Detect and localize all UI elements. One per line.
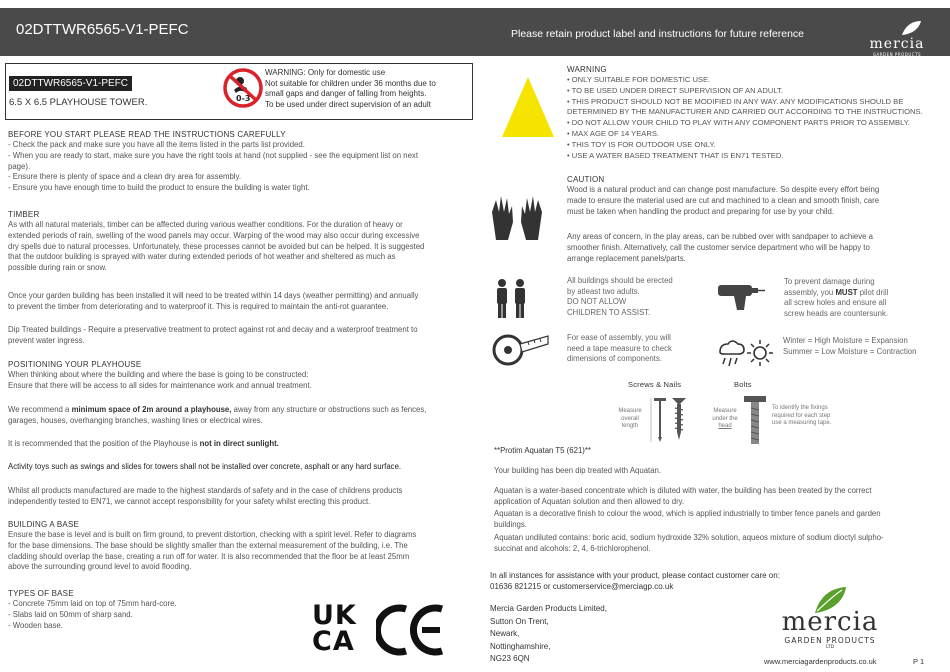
header-logo-sub: GARDEN PRODUCTS (872, 52, 922, 57)
gloves-icon (488, 192, 546, 244)
ukca-bottom: CA (312, 626, 355, 657)
adults-line: CHILDREN TO ASSIST. (567, 307, 651, 317)
aquatan-line: buildings. (494, 519, 527, 529)
tape-line: need a tape measure to check (567, 343, 672, 353)
base-text (8, 530, 476, 573)
tape-measure-icon (492, 332, 550, 368)
before-heading: BEFORE YOU START PLEASE READ THE INSTRUCTIONS CAREFULLY (8, 130, 286, 139)
caution-line: made to ensure the material used are cut and machined to a clean and smooth finish, care (567, 195, 880, 205)
measure-line: length (621, 423, 639, 429)
types-list (8, 599, 308, 631)
contact-line: In all instances for assistance with your product, please contact customer care on: (490, 571, 780, 580)
timber-text (8, 220, 476, 274)
rec-pre: We recommend a (8, 405, 72, 414)
adults-line: DO NOT ALLOW (567, 297, 627, 306)
identify-line: To identify the fixings (772, 405, 828, 411)
treatment-text (8, 291, 476, 313)
warning-item: • THIS TOY IS FOR OUTDOOR USE ONLY. (567, 139, 716, 149)
sunlight-note (8, 439, 476, 450)
sandpaper-line: Any areas of concern, in the play areas, can be rubbed over with sandpaper to achieve a (567, 232, 874, 241)
screw-and-nail-icon (650, 396, 694, 444)
footer-logo-word: mercia (781, 607, 879, 637)
space-recommendation (8, 405, 476, 427)
base-heading: BUILDING A BASE (8, 520, 80, 529)
dip-line: Dip Treated buildings - Require a preservative treatment to protect against rot and decay and a waterproof treatment to (8, 325, 418, 334)
drill-line: assembly, you (784, 287, 836, 297)
positioning-heading: POSITIONING YOUR PLAYHOUSE (8, 360, 142, 369)
address-block (490, 603, 607, 666)
leaf-icon (900, 20, 922, 36)
standards-line: Whilst all products manufactured are made to the highest standards of safety and in the case of childrens products (8, 486, 403, 495)
sandpaper-line: smoother finish. Alternatively, call the customer service department who will be happy to (567, 242, 870, 252)
age-sign-text: 0-3 (236, 94, 251, 103)
tape-line: For ease of assembly, you will (567, 333, 671, 342)
adults-line: All buildings should be erected (567, 276, 673, 285)
before-line: - Ensure you have enough time to build the product to ensure the building is water tight. (8, 183, 310, 193)
two-adults-icon (492, 278, 532, 320)
address-line: NG23 6QN (490, 654, 530, 663)
types-heading: TYPES OF BASE (8, 589, 74, 598)
warning-item: • THIS PRODUCT SHOULD NOT BE MODIFIED IN ANY WAY. ANY MODIFICATIONS SHOULD BE (567, 96, 904, 106)
warning-item: DETERMINED BY THE MANUFACTURER AND CARRIED OUT ACCORDING TO THE INSTRUCTIONS. (567, 107, 923, 117)
caution-line: must be taken when handling the product and preparing for use by your child. (567, 206, 834, 216)
header-logo-word: mercia (869, 36, 925, 52)
positioning-line: Ensure that there will be access to all sides for maintenance work and annual treatment. (8, 380, 312, 390)
bolt-icon (742, 394, 768, 446)
aquatan-p3 (494, 509, 934, 531)
aquatan-line: application of Aquatan solution and then allowed to dry. (494, 496, 685, 506)
drill-line: To prevent damage during (784, 277, 875, 286)
drill-must: MUST (835, 287, 858, 297)
website-link[interactable]: www.merciagardenproducts.co.uk (764, 657, 877, 666)
address-line: Sutton On Trent, (490, 616, 549, 626)
measure-line: Measure (713, 408, 737, 414)
timber-line: extended periods of rain, swelling of the wood panels may occur. Warping of the wood may also occur during excessive (8, 230, 420, 240)
standards-note (8, 486, 476, 508)
aquatan-p2 (494, 486, 934, 508)
weather-moisture-icon (716, 336, 774, 370)
ukca-top: UK (312, 600, 357, 631)
measure-under-head-label (708, 408, 742, 431)
aquatan-line: succinat and alcohols: 2, 4, 6-trichlorophenol. (494, 543, 651, 553)
product-code: 02DTTWR6565-V1-PEFC (9, 76, 132, 91)
aquatan-p4 (494, 533, 934, 555)
activity-note: Activity toys such as swings and slides for towers shall not be installed over concrete, asphalt or any hard surface. (8, 462, 402, 471)
measure-line: under the (712, 415, 738, 422)
moisture-line: Summer = Low Moisture = Contraction (783, 346, 917, 356)
bolts-title: Bolts (734, 380, 752, 389)
timber-line: possible during rain or snow. (8, 263, 107, 273)
before-line: - Ensure there is plenty of space and a clean dry area for assembly. (8, 172, 242, 182)
sun-pre: It is recommended that the position of the Playhouse is (8, 439, 200, 448)
contact-email: 01636 821215 or customerservice@merciagp.co.uk (490, 582, 674, 591)
drill-line: pilot drill (857, 287, 889, 297)
warning-list (567, 75, 937, 161)
identify-line: required for each step (772, 412, 831, 419)
footer-logo-ltd: LTD (825, 645, 835, 650)
tape-note (567, 333, 697, 365)
warning-triangle-icon (500, 73, 556, 141)
timber-line: dry spells due to natural processes. Unfortunately, these processes cannot be avoided but can be helped. It is suggested (8, 241, 425, 251)
positioning-line: When thinking about where the building and where the base is going to be constructed: (8, 370, 309, 379)
sun-bold: not in direct sunlight. (199, 439, 279, 448)
warning-item: • MAX AGE OF 14 YEARS. (567, 128, 659, 138)
address-line: Mercia Garden Products Limited, (490, 604, 607, 613)
base-line: above the surrounding ground level to avoid flooding. (8, 562, 192, 572)
measure-line: overall (621, 415, 639, 422)
retain-notice: Please retain product label and instructions for future reference (511, 28, 805, 40)
contact-block (490, 570, 780, 592)
address-line: Nottinghamshire, (490, 641, 551, 651)
page-number: P 1 (913, 657, 925, 666)
base-line: for the base dimensions. The base should be slightly smaller than the external measurement of the building, i.e. The (8, 540, 408, 550)
identify-line: use a measuring tape. (772, 420, 832, 426)
rec-post: away from any structure or obstructions such as fences, (231, 405, 427, 414)
types-line: - Wooden base. (8, 620, 63, 630)
ce-mark-icon (376, 603, 448, 657)
measure-overall-label (614, 408, 646, 431)
base-line: Ensure the base is level and is built on firm ground, to prevent distortion, checking with a spirit level. Refer to diagrams (8, 530, 417, 539)
warning-item: • DO NOT ALLOW YOUR CHILD TO PLAY WITH ANY COMPONENT PARTS PRIOR TO ASSEMBLY. (567, 118, 910, 128)
tape-line: dimensions of components. (567, 354, 662, 363)
moisture-note (783, 336, 943, 357)
warning-line: To be used under direct supervision of an adult (265, 99, 431, 109)
header-bar (0, 8, 950, 56)
warning-line: Not suitable for children under 36 months due to (265, 78, 436, 88)
identify-fixings-note (772, 405, 846, 428)
positioning-text (8, 370, 476, 392)
measure-line: head (718, 423, 732, 429)
aquatan-title: **Protim Aquatan T5 (621)** (494, 446, 591, 455)
domestic-warning (265, 68, 436, 110)
treatment-line: to prevent the timber from deteriorating and to waterproof it. This is required to maintain the anti-rot guarantee. (8, 301, 389, 311)
timber-heading: TIMBER (8, 210, 40, 219)
caution-text (567, 185, 937, 217)
caution-heading: CAUTION (567, 175, 605, 184)
drill-icon (716, 281, 766, 311)
ukca-mark (312, 600, 368, 659)
adults-note (567, 276, 697, 318)
sandpaper-line: arrange replacement panels/parts. (567, 253, 686, 263)
types-line: - Concrete 75mm laid on top of 75mm hard-core. (8, 599, 177, 608)
drill-line: screw heads are countersunk. (784, 308, 889, 318)
rec-line2: garages, houses, overhanging branches, washing lines or electrical wires. (8, 415, 263, 425)
warning-line: small gaps and danger of falling from heights. (265, 89, 427, 98)
base-line: cladding should overlap the base, creating a run off for water. It is also recommended that the floor be at least 25mm (8, 551, 410, 561)
address-line: Newark, (490, 629, 520, 638)
before-line: - When you are ready to start, make sure you have the right tools at hand (not supplied - see the equipment list on next (8, 150, 418, 160)
warning-heading: WARNING (567, 65, 607, 74)
aquatan-line: Aquatan undiluted contains: boric acid, sodium hydroxide 32% solution, aqueos mixture of sodium dioctyl sulpho- (494, 533, 884, 542)
before-list (8, 140, 473, 194)
aquatan-line: Aquatan is a water-based concentrate which is diluted with water, the building has been treated by the correct (494, 486, 872, 495)
measure-line: Measure (618, 408, 642, 414)
aquatan-line: Aquatan is a decorative finish to colour the wood, which is applied industrially to timber fence panels and garden (494, 509, 881, 518)
dip-line: prevent water ingress. (8, 335, 85, 345)
before-line: - Check the pack and make sure you have all the items listed in the parts list provided. (8, 140, 305, 149)
warning-item: • TO BE USED UNDER DIRECT SUPERVISION OF AN ADULT. (567, 85, 783, 95)
caution-line: Wood is a natural product and can change post manufacture. So despite every effort being (567, 185, 880, 194)
age-restriction-icon (223, 68, 263, 108)
timber-line: As with all natural materials, timber can be affected during various weather conditions. For the duration of heavy or (8, 220, 403, 229)
screws-title: Screws & Nails (628, 380, 682, 389)
warning-item: • USE A WATER BASED TREATMENT THAT IS EN71 TESTED. (567, 150, 784, 160)
moisture-line: Winter = High Moisture = Expansion (783, 336, 908, 345)
treatment-line: Once your garden building has been installed it will need to be treated within 14 days (weather permitting) and annually (8, 291, 419, 300)
product-name: 6.5 X 6.5 PLAYHOUSE TOWER. (9, 97, 148, 108)
footer-logo (770, 585, 890, 651)
adults-line: by atleast two adults. (567, 286, 640, 296)
dip-treated-text (8, 325, 476, 347)
header-product-code: 02DTTWR6565-V1-PEFC (16, 21, 189, 38)
drill-line: all screw holes and ensure all (784, 298, 887, 307)
footer-logo-sub: GARDEN PRODUCTS (784, 636, 876, 645)
standards-line: independently tested to EN71, we cannot accept responsibility for your safety whilst erecting this product. (8, 496, 371, 506)
timber-line: that the outdoor building is sprayed with water during extended periods of hot weather and sheltered as much as (8, 252, 396, 262)
header-logo (862, 20, 932, 58)
warning-item: • ONLY SUITABLE FOR DOMESTIC USE. (567, 75, 711, 84)
aquatan-p1: Your building has been dip treated with Aquatan. (494, 466, 662, 475)
warning-line: WARNING: Only for domestic use (265, 68, 386, 77)
before-line: page). (8, 161, 31, 171)
types-line: - Slabs laid on 50mm of sharp sand. (8, 609, 133, 619)
drill-note (784, 277, 934, 319)
rec-bold: minimum space of 2m around a playhouse, (71, 405, 232, 414)
sandpaper-text (567, 232, 937, 264)
product-label-box (5, 63, 473, 120)
